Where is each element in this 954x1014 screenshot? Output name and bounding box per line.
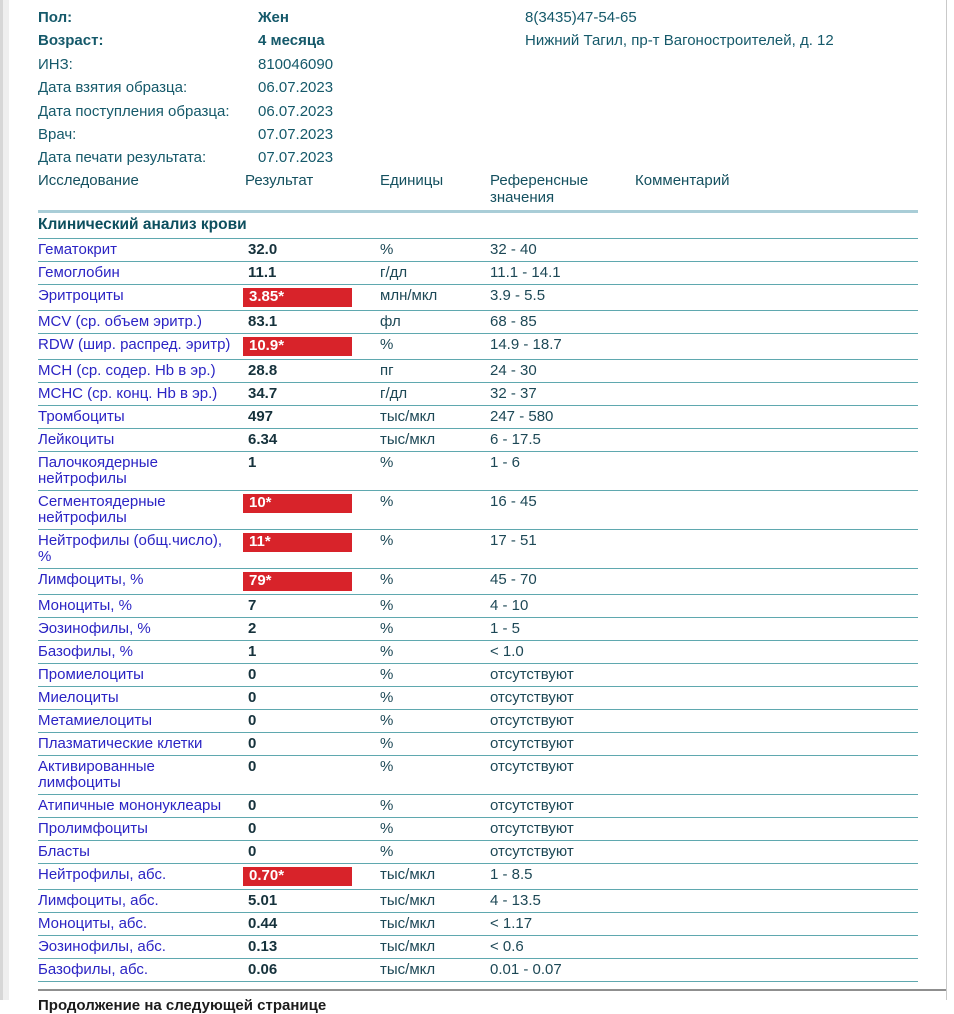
test-result-cell — [245, 533, 380, 552]
test-result: 28.8 — [248, 362, 278, 379]
table-row — [38, 841, 918, 864]
page-footer: Продолжение на следующей странице — [38, 997, 327, 1014]
test-result-cell — [245, 798, 380, 814]
test-result: 5.01 — [248, 892, 278, 909]
test-result: 0 — [248, 820, 257, 837]
test-units: % — [380, 712, 394, 729]
test-reference: 32 - 37 — [490, 385, 537, 402]
table-row — [38, 818, 918, 841]
table-row — [38, 864, 918, 890]
test-result-cell — [245, 314, 380, 330]
test-result-cell — [245, 572, 380, 591]
patient-info-label: Врач: — [38, 126, 77, 144]
table-row — [38, 936, 918, 959]
test-reference: отсутствуют — [490, 758, 574, 775]
test-name: MCV (ср. объем эритр.) — [38, 313, 203, 330]
test-units: % — [380, 620, 394, 637]
test-units: г/дл — [380, 385, 408, 402]
table-row — [38, 406, 918, 429]
patient-info-label: Пол: — [38, 9, 73, 26]
test-name: Гематокрит — [38, 241, 117, 258]
test-result-cell — [245, 265, 380, 281]
test-result: 0 — [248, 735, 257, 752]
patient-info-grid — [38, 6, 333, 170]
section-title: Клинический анализ крови — [38, 210, 918, 239]
test-result-cell — [245, 455, 380, 471]
test-result: 10.9* — [243, 337, 352, 356]
test-name: Активированные лимфоциты — [38, 758, 155, 791]
table-row — [38, 664, 918, 687]
test-result-cell — [245, 893, 380, 909]
test-units: тыс/мкл — [380, 938, 436, 955]
test-units: % — [380, 735, 394, 752]
table-row — [38, 334, 918, 360]
test-units: % — [380, 758, 394, 775]
table-row — [38, 569, 918, 595]
test-reference: отсутствуют — [490, 689, 574, 706]
test-name: Лимфоциты, абс. — [38, 892, 159, 909]
test-result-cell — [245, 916, 380, 932]
test-reference: 6 - 17.5 — [490, 431, 541, 448]
table-row — [38, 383, 918, 406]
test-result: 0 — [248, 843, 257, 860]
test-reference: < 1.17 — [490, 915, 533, 932]
test-name: Моноциты, абс. — [38, 915, 148, 932]
test-result-cell — [245, 598, 380, 614]
test-reference: 32 - 40 — [490, 241, 537, 258]
column-header-result: Результат — [245, 172, 314, 189]
test-reference: 14.9 - 18.7 — [490, 336, 562, 353]
table-row — [38, 795, 918, 818]
test-name: Плазматические клетки — [38, 735, 203, 752]
test-reference: отсутствуют — [490, 797, 574, 814]
patient-info-label: Дата поступления образца: — [38, 102, 230, 120]
test-name: Метамиелоциты — [38, 712, 152, 729]
test-name: Моноциты, % — [38, 597, 132, 614]
test-name: Миелоциты — [38, 689, 119, 706]
page-right-edge — [946, 0, 947, 1000]
test-units: % — [380, 571, 394, 588]
patient-info-value: 810046090 — [258, 55, 334, 73]
table-row — [38, 641, 918, 664]
test-units: % — [380, 666, 394, 683]
test-name: Палочкоядерные нейтрофилы — [38, 454, 158, 487]
test-reference: 68 - 85 — [490, 313, 537, 330]
patient-info-label: Возраст: — [38, 32, 104, 50]
table-row — [38, 239, 918, 262]
test-reference: 1 - 5 — [490, 620, 521, 637]
test-result: 79* — [243, 572, 352, 591]
test-units: фл — [380, 313, 401, 330]
test-result-cell — [245, 821, 380, 837]
test-result-cell — [245, 409, 380, 425]
column-header-comment: Комментарий — [635, 172, 730, 189]
test-result: 497 — [248, 408, 274, 425]
table-end-line — [38, 982, 946, 991]
test-units: % — [380, 493, 394, 510]
test-name: Бласты — [38, 843, 90, 860]
test-result: 32.0 — [248, 241, 278, 258]
test-result: 1 — [248, 454, 257, 471]
test-reference: 17 - 51 — [490, 532, 537, 549]
column-header-test: Исследование — [38, 172, 139, 189]
test-reference: 1 - 8.5 — [490, 866, 533, 883]
column-header-reference: Референсные значения — [490, 172, 589, 206]
table-row — [38, 890, 918, 913]
test-name: Нейтрофилы (общ.число), % — [38, 532, 223, 565]
test-units: тыс/мкл — [380, 892, 436, 909]
test-result: 7 — [248, 597, 257, 614]
test-result-cell — [245, 962, 380, 978]
test-result: 0 — [248, 797, 257, 814]
test-name: MCHC (ср. конц. Hb в эр.) — [38, 385, 218, 402]
test-name: Промиелоциты — [38, 666, 144, 683]
test-units: % — [380, 532, 394, 549]
test-name: Сегментоядерные нейтрофилы — [38, 493, 166, 526]
test-result-cell — [245, 363, 380, 379]
results-table-body — [38, 239, 918, 982]
test-name: Базофилы, % — [38, 643, 133, 660]
test-result-cell — [245, 759, 380, 775]
table-row — [38, 913, 918, 936]
test-name: Тромбоциты — [38, 408, 125, 425]
test-reference: < 0.6 — [490, 938, 524, 955]
table-row — [38, 959, 918, 982]
results-table — [38, 172, 918, 1014]
test-units: % — [380, 643, 394, 660]
test-reference: 24 - 30 — [490, 362, 537, 379]
table-row — [38, 452, 918, 491]
test-result: 0 — [248, 758, 257, 775]
column-header-units: Единицы — [380, 172, 444, 189]
test-units: % — [380, 336, 394, 353]
test-result-cell — [245, 736, 380, 752]
test-reference: 3.9 - 5.5 — [490, 287, 546, 304]
table-row — [38, 311, 918, 334]
test-result-cell — [245, 844, 380, 860]
test-result: 83.1 — [248, 313, 278, 330]
test-reference: < 1.0 — [490, 643, 524, 660]
test-result: 0 — [248, 689, 257, 706]
test-result-cell — [245, 644, 380, 660]
table-row — [38, 756, 918, 795]
test-reference: отсутствуют — [490, 843, 574, 860]
table-row — [38, 710, 918, 733]
test-units: % — [380, 241, 394, 258]
test-name: Эозинофилы, % — [38, 620, 151, 637]
test-reference: 1 - 6 — [490, 454, 521, 471]
test-units: % — [380, 454, 394, 471]
test-result: 0.44 — [248, 915, 278, 932]
test-units: % — [380, 689, 394, 706]
table-row — [38, 360, 918, 383]
test-result-cell — [245, 337, 380, 356]
test-reference: 16 - 45 — [490, 493, 537, 510]
patient-info-value: 07.07.2023 — [258, 149, 334, 167]
test-reference: отсутствуют — [490, 735, 574, 752]
test-result: 11* — [243, 533, 352, 552]
test-reference: отсутствуют — [490, 820, 574, 837]
test-result: 10* — [243, 494, 352, 513]
test-result: 2 — [248, 620, 257, 637]
page-left-edge — [0, 0, 9, 1000]
table-row — [38, 429, 918, 452]
test-units: % — [380, 820, 394, 837]
table-row — [38, 595, 918, 618]
test-name: MCH (ср. содер. Hb в эр.) — [38, 362, 216, 379]
test-result: 0 — [248, 666, 257, 683]
test-name: Атипичные мононуклеары — [38, 797, 222, 814]
test-result-cell — [245, 494, 380, 513]
test-name: Лейкоциты — [38, 431, 115, 448]
patient-info-value: 07.07.2023 — [258, 126, 334, 144]
test-result-cell — [245, 867, 380, 886]
patient-info-label: Дата печати результата: — [38, 149, 207, 167]
test-result-cell — [245, 242, 380, 258]
test-units: % — [380, 597, 394, 614]
test-reference: 11.1 - 14.1 — [490, 264, 561, 281]
table-row — [38, 618, 918, 641]
table-row — [38, 285, 918, 311]
table-row — [38, 733, 918, 756]
table-row — [38, 491, 918, 530]
test-result: 0.13 — [248, 938, 278, 955]
test-reference: 247 - 580 — [490, 408, 554, 425]
test-name: Лимфоциты, % — [38, 571, 144, 588]
test-name: RDW (шир. распред. эритр) — [38, 336, 231, 353]
test-result-cell — [245, 288, 380, 307]
table-row — [38, 530, 918, 569]
test-name: Эритроциты — [38, 287, 124, 304]
test-name: Эозинофилы, абс. — [38, 938, 166, 955]
lab-address: Нижний Тагил, пр-т Вагоностроителей, д. 12 — [525, 32, 834, 50]
test-result: 3.85* — [243, 288, 352, 307]
test-result: 0.06 — [248, 961, 278, 978]
test-result: 1 — [248, 643, 257, 660]
table-row — [38, 687, 918, 710]
patient-info-value: 06.07.2023 — [258, 79, 334, 97]
table-row — [38, 262, 918, 285]
test-result: 6.34 — [248, 431, 278, 448]
table-column-headers — [38, 172, 918, 210]
test-units: % — [380, 843, 394, 860]
lab-phone: 8(3435)47-54-65 — [525, 9, 637, 26]
test-reference: 0.01 - 0.07 — [490, 961, 562, 978]
test-units: тыс/мкл — [380, 431, 436, 448]
test-name: Пролимфоциты — [38, 820, 148, 837]
test-result-cell — [245, 621, 380, 637]
test-result: 0 — [248, 712, 257, 729]
test-reference: отсутствуют — [490, 666, 574, 683]
test-name: Нейтрофилы, абс. — [38, 866, 167, 883]
lab-contact-block — [525, 6, 834, 53]
test-result-cell — [245, 713, 380, 729]
test-reference: отсутствуют — [490, 712, 574, 729]
test-units: г/дл — [380, 264, 408, 281]
test-reference: 45 - 70 — [490, 571, 537, 588]
test-result: 11.1 — [248, 264, 277, 281]
test-units: тыс/мкл — [380, 961, 436, 978]
test-result: 34.7 — [248, 385, 278, 402]
test-units: % — [380, 797, 394, 814]
test-units: тыс/мкл — [380, 866, 436, 883]
test-reference: 4 - 10 — [490, 597, 529, 614]
test-result-cell — [245, 432, 380, 448]
patient-info-label: ИНЗ: — [38, 55, 73, 73]
test-result-cell — [245, 939, 380, 955]
test-units: тыс/мкл — [380, 408, 436, 425]
patient-info-block — [38, 6, 333, 170]
test-result-cell — [245, 667, 380, 683]
patient-info-value: 4 месяца — [258, 32, 325, 50]
test-reference: 4 - 13.5 — [490, 892, 541, 909]
test-name: Гемоглобин — [38, 264, 120, 281]
test-units: тыс/мкл — [380, 915, 436, 932]
test-units: млн/мкл — [380, 287, 438, 304]
test-result: 0.70* — [243, 867, 352, 886]
test-units: пг — [380, 362, 394, 379]
patient-info-value: 06.07.2023 — [258, 102, 334, 120]
patient-info-value: Жен — [258, 9, 289, 26]
test-result-cell — [245, 386, 380, 402]
test-result-cell — [245, 690, 380, 706]
test-name: Базофилы, абс. — [38, 961, 149, 978]
patient-info-label: Дата взятия образца: — [38, 79, 188, 97]
